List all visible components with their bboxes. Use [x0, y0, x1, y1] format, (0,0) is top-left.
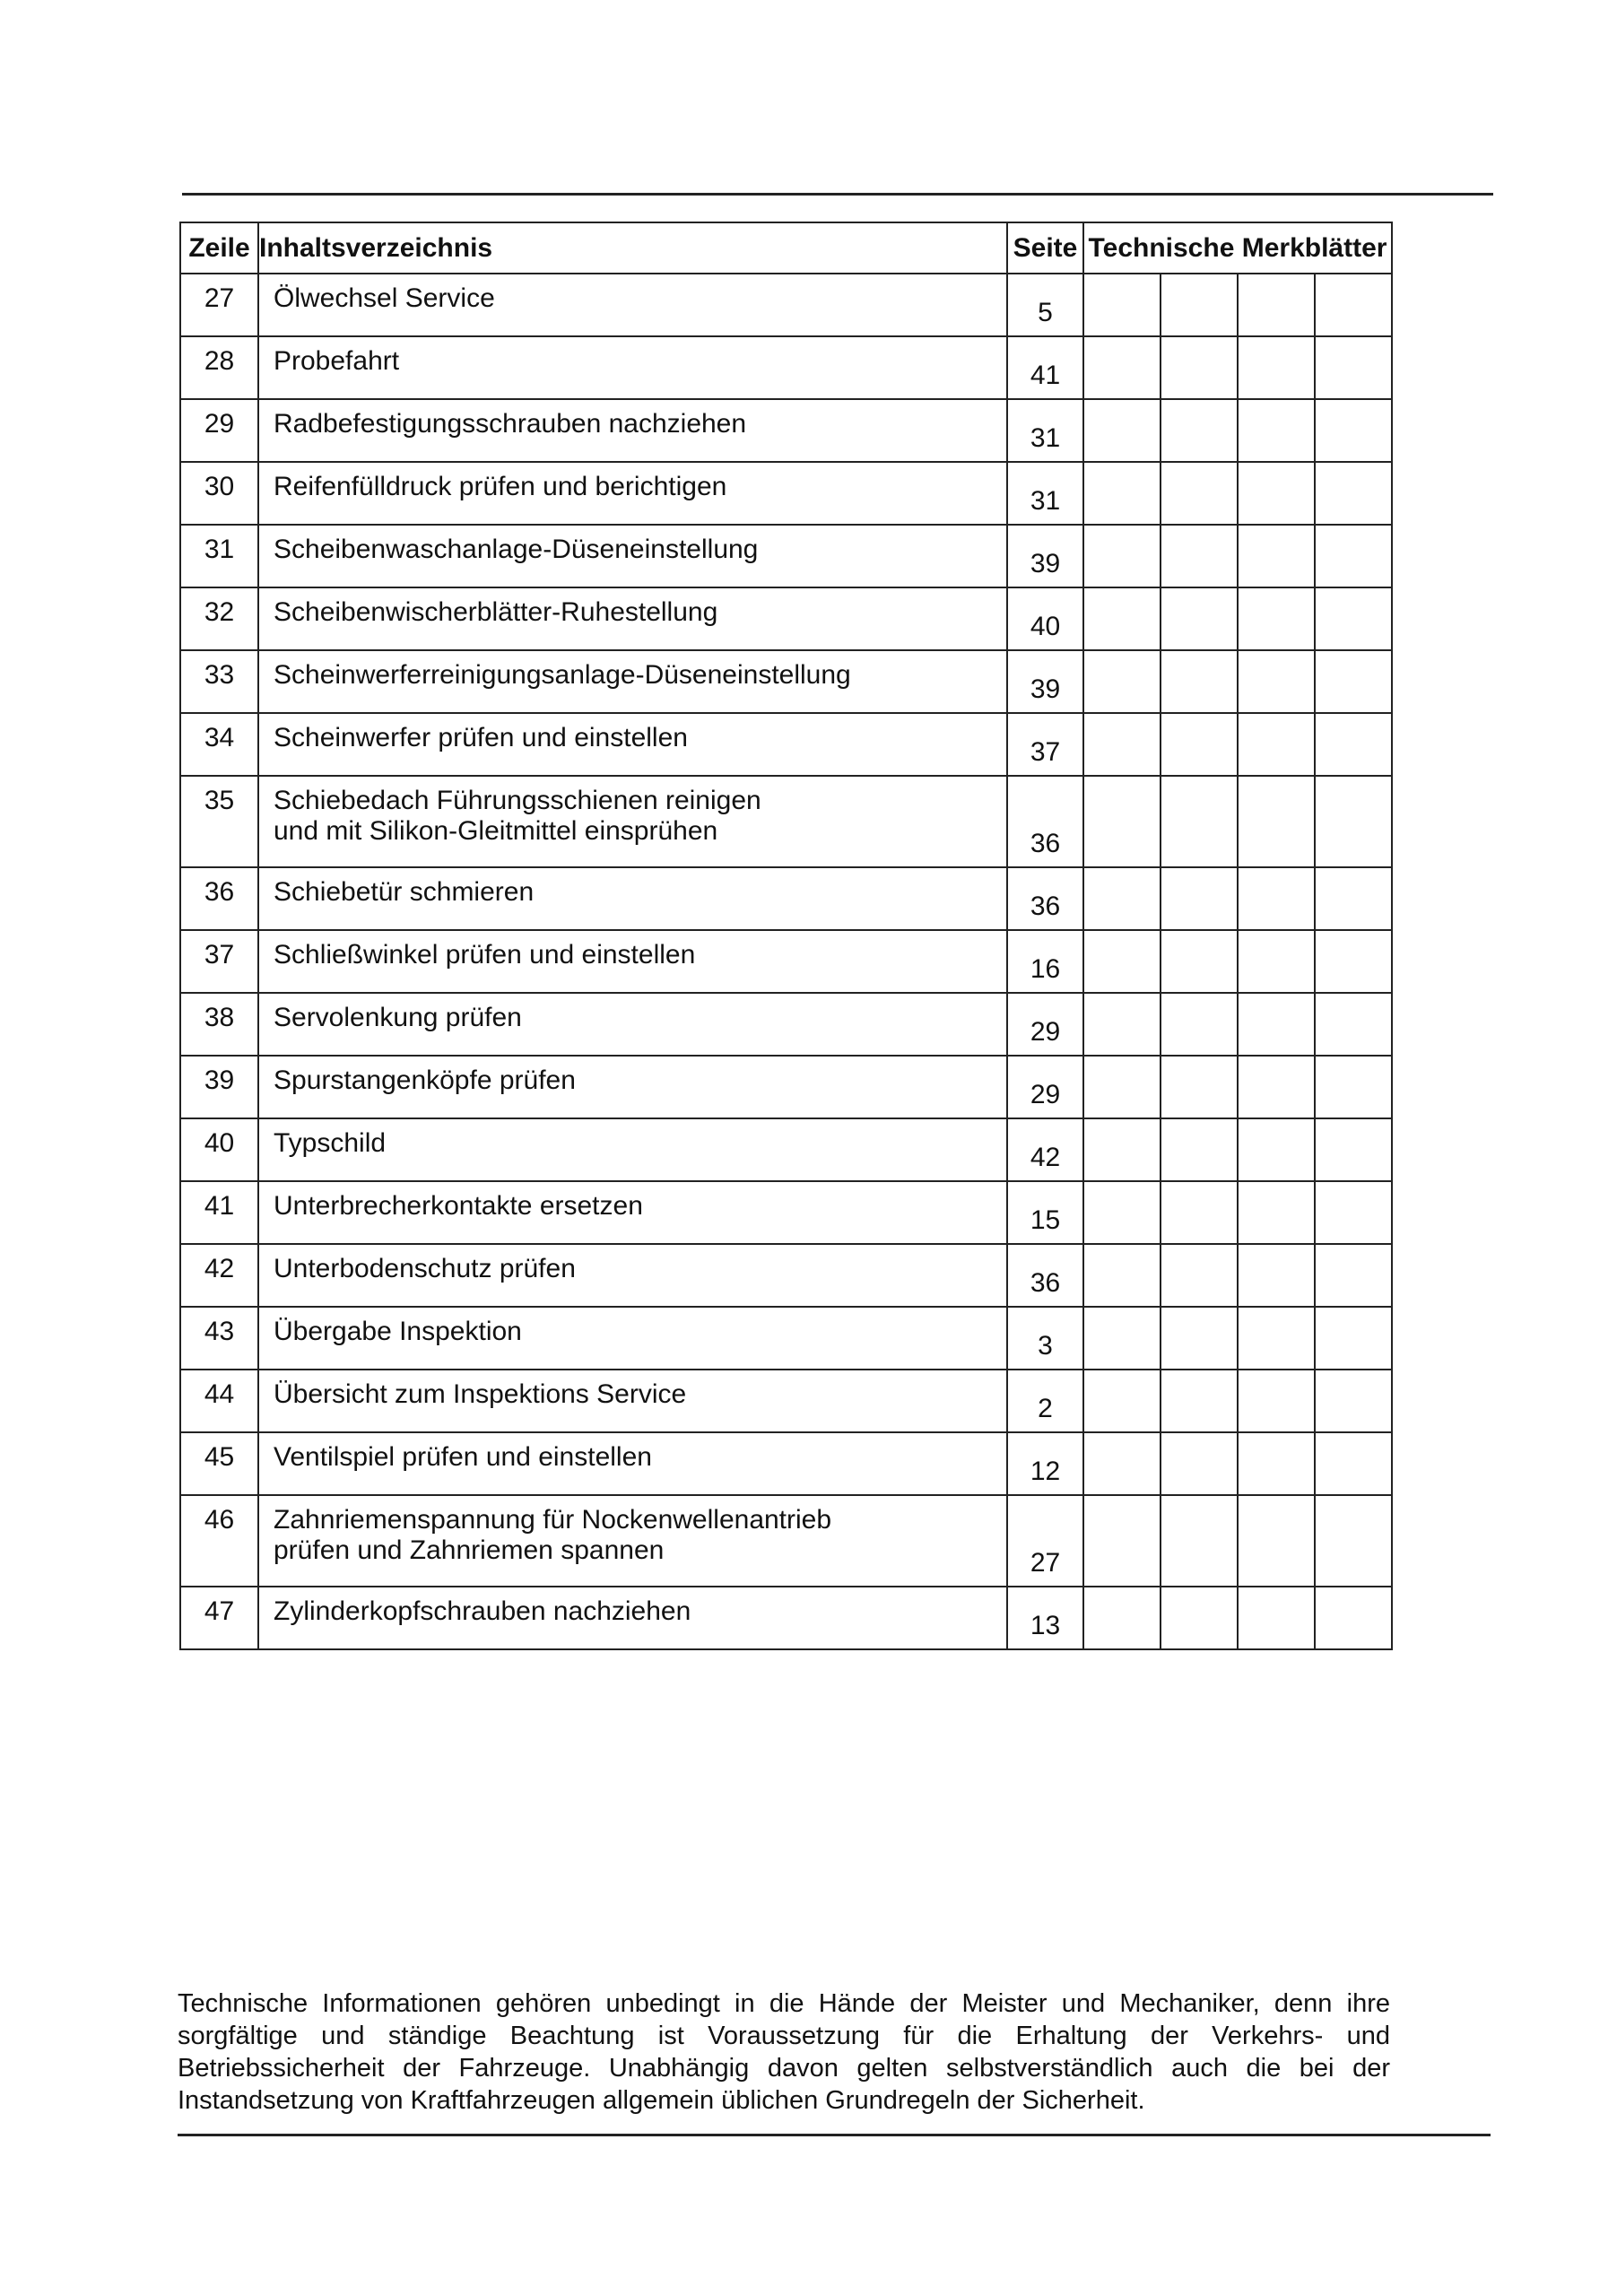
row-zeile: 43: [180, 1307, 258, 1370]
row-seite: 36: [1007, 776, 1083, 867]
row-merkblatt-cell: [1161, 525, 1238, 587]
row-merkblatt-cell: [1315, 1244, 1392, 1307]
header-seite: Seite: [1007, 222, 1083, 274]
row-merkblatt-cell: [1315, 930, 1392, 993]
row-merkblatt-cell: [1083, 1432, 1161, 1495]
row-merkblatt-cell: [1161, 1118, 1238, 1181]
row-merkblatt-cell: [1161, 1244, 1238, 1307]
table-row: [180, 650, 1392, 713]
row-zeile: 31: [180, 525, 258, 587]
bottom-rule: [178, 2134, 1491, 2136]
row-merkblatt-cell: [1161, 1056, 1238, 1118]
row-seite: 2: [1007, 1370, 1083, 1432]
row-merkblatt-cell: [1315, 713, 1392, 776]
row-merkblatt-cell: [1315, 776, 1392, 867]
row-seite: 27: [1007, 1495, 1083, 1587]
row-merkblatt-cell: [1161, 1181, 1238, 1244]
row-merkblatt-cell: [1315, 336, 1392, 399]
footer-note: [178, 1987, 1390, 2117]
row-merkblatt-cell: [1161, 1432, 1238, 1495]
row-merkblatt-cell: [1315, 399, 1392, 462]
row-title: [258, 587, 1007, 650]
row-merkblatt-cell: [1161, 1587, 1238, 1649]
row-merkblatt-cell: [1083, 1181, 1161, 1244]
row-title: [258, 1307, 1007, 1370]
row-title-line: Ölwechsel Service: [274, 283, 495, 313]
row-title-line: Zylinderkopfschrauben nachziehen: [274, 1596, 691, 1626]
row-merkblatt-cell: [1083, 1118, 1161, 1181]
row-title-line: Übergabe Inspektion: [274, 1317, 522, 1346]
table-row: [180, 1432, 1392, 1495]
header-technische-merkblaetter: Technische Merkblätter: [1083, 222, 1392, 274]
footer-note-text: Technische Informationen gehören unbedingt in die Hände der Meister und Mechaniker, denn ihre sorgfältige und ständige Beachtung ist Voraussetzung für die Erhaltung der Verkehrs- und Betriebssicherheit der Fahrzeuge. Unabhängig davon gelten selbstverständlich auch die bei der Instandsetzung von Kraftfahrzeugen allgemein üblichen Grundregeln der Sicherheit.: [178, 1989, 1390, 2115]
row-seite: 3: [1007, 1307, 1083, 1370]
row-title: [258, 274, 1007, 336]
row-zeile: 44: [180, 1370, 258, 1432]
table-row: [180, 993, 1392, 1056]
row-merkblatt-cell: [1161, 399, 1238, 462]
row-merkblatt-cell: [1161, 1370, 1238, 1432]
row-merkblatt-cell: [1238, 1118, 1315, 1181]
row-merkblatt-cell: [1315, 274, 1392, 336]
row-seite: 39: [1007, 650, 1083, 713]
row-merkblatt-cell: [1161, 336, 1238, 399]
row-title-line: und mit Silikon-Gleitmittel einsprühen: [274, 816, 718, 846]
header-inhaltsverzeichnis: Inhaltsverzeichnis: [258, 222, 1007, 274]
row-merkblatt-cell: [1238, 525, 1315, 587]
row-title: [258, 776, 1007, 867]
row-merkblatt-cell: [1161, 1495, 1238, 1587]
row-zeile: 32: [180, 587, 258, 650]
row-merkblatt-cell: [1161, 776, 1238, 867]
row-merkblatt-cell: [1083, 930, 1161, 993]
row-zeile: 37: [180, 930, 258, 993]
table-row: [180, 1370, 1392, 1432]
row-merkblatt-cell: [1315, 1370, 1392, 1432]
row-merkblatt-cell: [1315, 587, 1392, 650]
row-seite: 37: [1007, 713, 1083, 776]
contents-table: [179, 222, 1393, 1650]
table-row: [180, 336, 1392, 399]
row-merkblatt-cell: [1083, 867, 1161, 930]
row-merkblatt-cell: [1315, 1118, 1392, 1181]
row-merkblatt-cell: [1161, 993, 1238, 1056]
row-merkblatt-cell: [1083, 776, 1161, 867]
row-zeile: 41: [180, 1181, 258, 1244]
row-merkblatt-cell: [1315, 1587, 1392, 1649]
row-merkblatt-cell: [1238, 1495, 1315, 1587]
row-zeile: 40: [180, 1118, 258, 1181]
row-title: [258, 713, 1007, 776]
row-title-line: Ventilspiel prüfen und einstellen: [274, 1442, 652, 1472]
row-title: [258, 336, 1007, 399]
row-title: [258, 993, 1007, 1056]
table-row: [180, 1587, 1392, 1649]
row-merkblatt-cell: [1083, 587, 1161, 650]
row-title: [258, 930, 1007, 993]
row-merkblatt-cell: [1238, 867, 1315, 930]
row-seite: 41: [1007, 336, 1083, 399]
row-zeile: 46: [180, 1495, 258, 1587]
row-merkblatt-cell: [1083, 1495, 1161, 1587]
table-row: [180, 713, 1392, 776]
row-zeile: 47: [180, 1587, 258, 1649]
row-title-line: Scheinwerfer prüfen und einstellen: [274, 723, 688, 752]
row-zeile: 42: [180, 1244, 258, 1307]
row-zeile: 45: [180, 1432, 258, 1495]
row-title-line: Probefahrt: [274, 346, 400, 376]
header-zeile: Zeile: [180, 222, 258, 274]
row-merkblatt-cell: [1238, 930, 1315, 993]
table-row: [180, 930, 1392, 993]
row-merkblatt-cell: [1315, 525, 1392, 587]
row-seite: 40: [1007, 587, 1083, 650]
row-merkblatt-cell: [1238, 399, 1315, 462]
row-title: [258, 1244, 1007, 1307]
row-merkblatt-cell: [1083, 274, 1161, 336]
row-title-line: Servolenkung prüfen: [274, 1003, 522, 1032]
row-merkblatt-cell: [1315, 1432, 1392, 1495]
row-title-line: Schließwinkel prüfen und einstellen: [274, 940, 696, 970]
row-seite: 29: [1007, 993, 1083, 1056]
row-seite: 31: [1007, 399, 1083, 462]
row-title-line: Reifenfülldruck prüfen und berichtigen: [274, 472, 727, 501]
row-title-line: prüfen und Zahnriemen spannen: [274, 1535, 665, 1565]
row-merkblatt-cell: [1083, 1587, 1161, 1649]
row-title: [258, 1181, 1007, 1244]
row-zeile: 28: [180, 336, 258, 399]
row-merkblatt-cell: [1083, 525, 1161, 587]
row-merkblatt-cell: [1238, 713, 1315, 776]
row-merkblatt-cell: [1238, 462, 1315, 525]
table-row: [180, 1307, 1392, 1370]
row-title-line: Scheibenwischerblätter-Ruhestellung: [274, 597, 718, 627]
row-merkblatt-cell: [1315, 1495, 1392, 1587]
row-merkblatt-cell: [1238, 1307, 1315, 1370]
row-zeile: 34: [180, 713, 258, 776]
table-row: [180, 399, 1392, 462]
table-row: [180, 1056, 1392, 1118]
row-title: [258, 1495, 1007, 1587]
row-zeile: 39: [180, 1056, 258, 1118]
table-row: [180, 867, 1392, 930]
row-merkblatt-cell: [1083, 1056, 1161, 1118]
row-title-line: Übersicht zum Inspektions Service: [274, 1379, 687, 1409]
row-merkblatt-cell: [1238, 1244, 1315, 1307]
row-merkblatt-cell: [1083, 1244, 1161, 1307]
row-title-line: Radbefestigungsschrauben nachziehen: [274, 409, 747, 439]
row-merkblatt-cell: [1238, 1181, 1315, 1244]
row-merkblatt-cell: [1238, 1587, 1315, 1649]
row-merkblatt-cell: [1238, 650, 1315, 713]
row-merkblatt-cell: [1161, 274, 1238, 336]
row-merkblatt-cell: [1238, 993, 1315, 1056]
row-merkblatt-cell: [1238, 336, 1315, 399]
row-title: [258, 1056, 1007, 1118]
row-title-line: Unterbodenschutz prüfen: [274, 1254, 576, 1283]
table-row: [180, 1181, 1392, 1244]
row-title: [258, 1118, 1007, 1181]
table-row: [180, 462, 1392, 525]
row-merkblatt-cell: [1315, 867, 1392, 930]
row-seite: 12: [1007, 1432, 1083, 1495]
row-title-line: Unterbrecherkontakte ersetzen: [274, 1191, 643, 1221]
row-title-line: Schiebetür schmieren: [274, 877, 535, 907]
row-merkblatt-cell: [1315, 1181, 1392, 1244]
row-merkblatt-cell: [1161, 587, 1238, 650]
row-zeile: 30: [180, 462, 258, 525]
row-title: [258, 399, 1007, 462]
row-zeile: 29: [180, 399, 258, 462]
row-merkblatt-cell: [1161, 1307, 1238, 1370]
row-merkblatt-cell: [1238, 776, 1315, 867]
row-zeile: 27: [180, 274, 258, 336]
row-title-line: Schiebedach Führungsschienen reinigen: [274, 786, 761, 815]
row-zeile: 33: [180, 650, 258, 713]
row-merkblatt-cell: [1161, 930, 1238, 993]
row-seite: 39: [1007, 525, 1083, 587]
table-row: [180, 776, 1392, 867]
row-zeile: 38: [180, 993, 258, 1056]
row-merkblatt-cell: [1083, 650, 1161, 713]
row-merkblatt-cell: [1083, 1307, 1161, 1370]
row-merkblatt-cell: [1238, 274, 1315, 336]
row-title-line: Scheinwerferreinigungsanlage-Düseneinstellung: [274, 660, 851, 690]
row-merkblatt-cell: [1083, 1370, 1161, 1432]
row-title: [258, 1432, 1007, 1495]
row-seite: 36: [1007, 1244, 1083, 1307]
row-merkblatt-cell: [1161, 462, 1238, 525]
row-seite: 5: [1007, 274, 1083, 336]
row-merkblatt-cell: [1161, 650, 1238, 713]
row-title: [258, 867, 1007, 930]
row-zeile: 35: [180, 776, 258, 867]
row-merkblatt-cell: [1161, 713, 1238, 776]
row-zeile: 36: [180, 867, 258, 930]
row-title-line: Spurstangenköpfe prüfen: [274, 1065, 576, 1095]
row-merkblatt-cell: [1238, 1432, 1315, 1495]
row-merkblatt-cell: [1315, 993, 1392, 1056]
top-rule: [182, 193, 1493, 196]
table-row: [180, 1495, 1392, 1587]
row-merkblatt-cell: [1161, 867, 1238, 930]
row-title: [258, 525, 1007, 587]
row-merkblatt-cell: [1083, 462, 1161, 525]
row-merkblatt-cell: [1083, 993, 1161, 1056]
row-seite: 31: [1007, 462, 1083, 525]
table-header: [180, 222, 1392, 274]
row-title: [258, 650, 1007, 713]
table-row: [180, 587, 1392, 650]
row-seite: 29: [1007, 1056, 1083, 1118]
row-merkblatt-cell: [1238, 587, 1315, 650]
row-title: [258, 1587, 1007, 1649]
row-seite: 13: [1007, 1587, 1083, 1649]
row-merkblatt-cell: [1083, 713, 1161, 776]
row-seite: 42: [1007, 1118, 1083, 1181]
row-title: [258, 1370, 1007, 1432]
row-seite: 15: [1007, 1181, 1083, 1244]
row-title-line: Zahnriemenspannung für Nockenwellenantrieb: [274, 1505, 832, 1535]
row-merkblatt-cell: [1315, 1307, 1392, 1370]
table-row: [180, 274, 1392, 336]
row-merkblatt-cell: [1315, 1056, 1392, 1118]
row-merkblatt-cell: [1315, 462, 1392, 525]
row-merkblatt-cell: [1238, 1370, 1315, 1432]
row-seite: 16: [1007, 930, 1083, 993]
row-merkblatt-cell: [1083, 336, 1161, 399]
row-title-line: Scheibenwaschanlage-Düseneinstellung: [274, 535, 759, 564]
row-merkblatt-cell: [1315, 650, 1392, 713]
row-merkblatt-cell: [1083, 399, 1161, 462]
table-row: [180, 1244, 1392, 1307]
table-row: [180, 1118, 1392, 1181]
row-title-line: Typschild: [274, 1128, 387, 1158]
row-merkblatt-cell: [1238, 1056, 1315, 1118]
row-title: [258, 462, 1007, 525]
table-row: [180, 525, 1392, 587]
row-seite: 36: [1007, 867, 1083, 930]
table-body: [180, 274, 1392, 1649]
